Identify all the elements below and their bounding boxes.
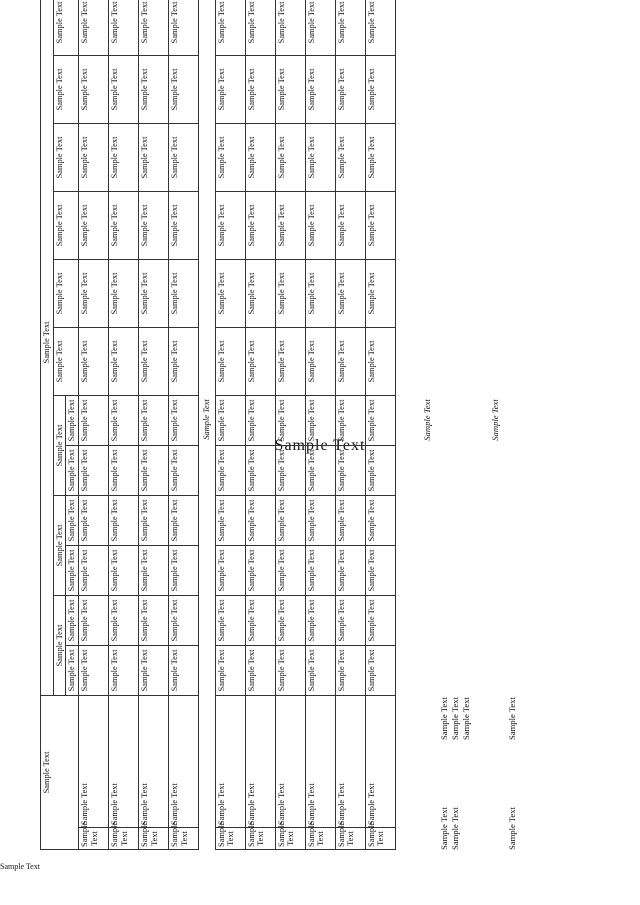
value-cell: Sample Text	[215, 327, 245, 395]
value-cell: Sample Text	[138, 645, 168, 695]
table-row	[108, 0, 138, 850]
value-cell: Sample Text	[245, 595, 275, 645]
value-cell: Sample Text	[78, 191, 108, 259]
value-cell: Sample Text	[245, 395, 275, 445]
subprogram-6-title: Sample Text	[489, 399, 500, 441]
value-cell: Sample Text	[108, 445, 138, 495]
value-cell: Sample Text	[108, 545, 138, 595]
indicators-table	[40, 0, 416, 850]
row-number: Sample Text	[335, 828, 365, 850]
value-cell: Sample Text	[365, 123, 395, 191]
value-cell: Sample Text	[245, 0, 275, 55]
row-number: Sample Text	[275, 828, 305, 850]
value-cell: Sample Text	[305, 0, 335, 55]
territory-name: Sample Text	[168, 695, 198, 827]
territory-name: Sample Text	[138, 695, 168, 827]
territory-header: Sample Text	[41, 695, 79, 849]
sub4-task2-line	[461, 0, 472, 850]
territory-name: Sample Text	[305, 695, 335, 827]
task-1-text: Sample Text	[449, 697, 460, 740]
value-cell: Sample Text	[215, 495, 245, 545]
value-cell: Sample Text	[168, 445, 198, 495]
goals-label: Sample Text	[438, 807, 449, 850]
value-cell: Sample Text	[108, 645, 138, 695]
value-cell: Sample Text	[168, 327, 198, 395]
plan-header: Sample Text	[66, 445, 79, 495]
year-2019-header: Sample Text	[53, 327, 78, 395]
row-number: Sample Text	[78, 828, 108, 850]
value-cell: Sample Text	[78, 259, 108, 327]
value-cell: Sample Text	[78, 0, 108, 55]
table-row	[215, 0, 245, 850]
value-cell: Sample Text	[275, 545, 305, 595]
value-cell: Sample Text	[168, 545, 198, 595]
value-cell: Sample Text	[108, 191, 138, 259]
row-number: Sample Text	[215, 828, 245, 850]
value-cell: Sample Text	[215, 595, 245, 645]
value-cell: Sample Text	[305, 545, 335, 595]
value-cell: Sample Text	[108, 495, 138, 545]
value-cell: Sample Text	[138, 545, 168, 595]
row-number: Sample Text	[168, 828, 198, 850]
value-cell: Sample Text	[78, 595, 108, 645]
row-number: Sample Text	[138, 828, 168, 850]
page-number: Sample Text	[274, 437, 366, 454]
row-number: Sample Text	[245, 828, 275, 850]
value-cell: Sample Text	[215, 123, 245, 191]
value-cell: Sample Text	[245, 495, 275, 545]
value-cell: Sample Text	[275, 55, 305, 123]
value-cell: Sample Text	[78, 123, 108, 191]
value-cell: Sample Text	[78, 327, 108, 395]
value-cell: Sample Text	[305, 123, 335, 191]
rotated-page	[40, 0, 600, 850]
value-cell: Sample Text	[138, 327, 168, 395]
value-cell: Sample Text	[335, 0, 365, 55]
year-2017-header: Sample Text	[53, 495, 66, 595]
value-cell: Sample Text	[245, 545, 275, 595]
value-cell: Sample Text	[168, 123, 198, 191]
year-2018-header: Sample Text	[53, 395, 66, 495]
territory-name: Sample Text	[335, 695, 365, 827]
value-cell: Sample Text	[245, 645, 275, 695]
value-cell: Sample Text	[275, 595, 305, 645]
value-cell: Sample Text	[138, 55, 168, 123]
value-cell: Sample Text	[245, 55, 275, 123]
value-cell: Sample Text	[168, 259, 198, 327]
value-cell: Sample Text	[168, 55, 198, 123]
tasks-label: Sample Text	[449, 807, 460, 850]
value-cell: Sample Text	[138, 0, 168, 55]
value-cell: Sample Text	[335, 495, 365, 545]
year-2021-header: Sample Text	[53, 191, 78, 259]
value-cell: Sample Text	[245, 445, 275, 495]
value-cell: Sample Text	[108, 595, 138, 645]
value-cell: Sample Text	[365, 191, 395, 259]
territory-name: Sample Text	[108, 695, 138, 827]
value-cell: Sample Text	[168, 191, 198, 259]
value-cell: Sample Text	[108, 123, 138, 191]
row-number: Sample Text	[108, 828, 138, 850]
sub6-goals-line	[507, 0, 518, 850]
value-cell: Sample Text	[138, 595, 168, 645]
value-cell: Sample Text	[138, 191, 168, 259]
spacer-row	[395, 0, 416, 850]
value-cell: Sample Text	[138, 495, 168, 545]
subprograms-block	[422, 0, 518, 850]
value-cell: Sample Text	[168, 395, 198, 445]
value-cell: Sample Text	[305, 495, 335, 545]
value-cell: Sample Text	[305, 445, 335, 495]
subprogram-4-title: Sample Text	[421, 399, 432, 441]
value-cell: Sample Text	[335, 327, 365, 395]
value-cell: Sample Text	[275, 645, 305, 695]
year-2020-header: Sample Text	[53, 259, 78, 327]
value-cell: Sample Text	[365, 55, 395, 123]
value-cell: Sample Text	[215, 259, 245, 327]
table-row	[275, 0, 305, 850]
fact-header: Sample Text	[66, 495, 79, 545]
value-cell: Sample Text	[168, 495, 198, 545]
table-row	[305, 0, 335, 850]
value-cell: Sample Text	[365, 327, 395, 395]
value-cell: Sample Text	[365, 0, 395, 55]
header-row-1	[41, 0, 54, 850]
document-id: Sample Text	[0, 862, 40, 871]
section-title-row	[198, 0, 215, 850]
territory-name: Sample Text	[245, 695, 275, 827]
value-cell: Sample Text	[275, 495, 305, 545]
goals-label: Sample Text	[506, 807, 517, 850]
territory-name: Sample Text	[275, 695, 305, 827]
value-cell: Sample Text	[275, 123, 305, 191]
table-row	[335, 0, 365, 850]
value-cell: Sample Text	[215, 395, 245, 445]
value-cell: Sample Text	[365, 259, 395, 327]
value-cell: Sample Text	[335, 645, 365, 695]
value-cell: Sample Text	[335, 259, 365, 327]
table-row	[365, 0, 395, 850]
value-cell: Sample Text	[335, 123, 365, 191]
value-cell: Sample Text	[305, 595, 335, 645]
value-cell: Sample Text	[365, 495, 395, 545]
value-cell: Sample Text	[138, 395, 168, 445]
value-cell: Sample Text	[168, 0, 198, 55]
value-cell: Sample Text	[168, 645, 198, 695]
value-cell: Sample Text	[335, 395, 365, 445]
value-cell: Sample Text	[108, 259, 138, 327]
value-cell: Sample Text	[215, 645, 245, 695]
goals-text: Sample Text	[438, 697, 449, 740]
sub4-tasks-line	[450, 0, 461, 850]
value-cell: Sample Text	[305, 191, 335, 259]
value-cell: Sample Text	[275, 445, 305, 495]
value-cell: Sample Text	[215, 445, 245, 495]
value-cell: Sample Text	[335, 191, 365, 259]
value-cell: Sample Text	[365, 545, 395, 595]
value-cell: Sample Text	[245, 327, 275, 395]
sub4-goals-line	[439, 0, 450, 850]
value-cell: Sample Text	[365, 595, 395, 645]
value-cell: Sample Text	[275, 395, 305, 445]
value-cell: Sample Text	[78, 395, 108, 445]
table-row	[138, 0, 168, 850]
fact-header: Sample Text	[66, 595, 79, 645]
year-2022-header: Sample Text	[53, 123, 78, 191]
value-cell: Sample Text	[78, 645, 108, 695]
territory-name: Sample Text	[365, 695, 395, 827]
value-cell: Sample Text	[245, 123, 275, 191]
value-cell: Sample Text	[305, 327, 335, 395]
value-cell: Sample Text	[245, 259, 275, 327]
year-2023-header: Sample Text	[53, 55, 78, 123]
value-cell: Sample Text	[215, 545, 245, 595]
value-cell: Sample Text	[335, 445, 365, 495]
value-cell: Sample Text	[275, 0, 305, 55]
plan-header: Sample Text	[66, 645, 79, 695]
territory-name: Sample Text	[215, 695, 245, 827]
value-cell: Sample Text	[108, 327, 138, 395]
value-cell: Sample Text	[305, 55, 335, 123]
value-cell: Sample Text	[275, 259, 305, 327]
task-2-text: Sample Text	[460, 697, 471, 740]
value-cell: Sample Text	[215, 191, 245, 259]
fact-header: Sample Text	[66, 395, 79, 445]
value-cell: Sample Text	[108, 55, 138, 123]
value-cell: Sample Text	[138, 259, 168, 327]
value-cell: Sample Text	[78, 445, 108, 495]
value-cell: Sample Text	[78, 495, 108, 545]
value-cell: Sample Text	[78, 545, 108, 595]
value-cell: Sample Text	[168, 595, 198, 645]
table-row	[245, 0, 275, 850]
year-2016-header: Sample Text	[53, 595, 66, 695]
plan-header: Sample Text	[66, 545, 79, 595]
value-cell: Sample Text	[215, 0, 245, 55]
value-cell: Sample Text	[275, 327, 305, 395]
territory-name: Sample Text	[78, 695, 108, 827]
value-cell: Sample Text	[335, 595, 365, 645]
year-2024-header: Sample Text	[53, 0, 78, 55]
value-cell: Sample Text	[365, 645, 395, 695]
value-cell: Sample Text	[138, 445, 168, 495]
value-cell: Sample Text	[108, 0, 138, 55]
value-cell: Sample Text	[275, 191, 305, 259]
value-cell: Sample Text	[78, 55, 108, 123]
table-row	[168, 0, 198, 850]
value-cell: Sample Text	[305, 259, 335, 327]
value-cell: Sample Text	[335, 545, 365, 595]
goals-text: Sample Text	[506, 697, 517, 740]
value-cell: Sample Text	[365, 395, 395, 445]
value-cell: Sample Text	[215, 55, 245, 123]
row-number: Sample Text	[305, 828, 335, 850]
value-cell: Sample Text	[108, 395, 138, 445]
table-row	[78, 0, 108, 850]
indicators-header: Sample Text	[41, 0, 54, 695]
value-cell: Sample Text	[365, 445, 395, 495]
value-cell: Sample Text	[305, 645, 335, 695]
value-cell: Sample Text	[138, 123, 168, 191]
value-cell: Sample Text	[305, 395, 335, 445]
row-number: Sample Text	[365, 828, 395, 850]
value-cell: Sample Text	[245, 191, 275, 259]
section-title: Sample Text	[201, 399, 211, 440]
value-cell: Sample Text	[335, 55, 365, 123]
